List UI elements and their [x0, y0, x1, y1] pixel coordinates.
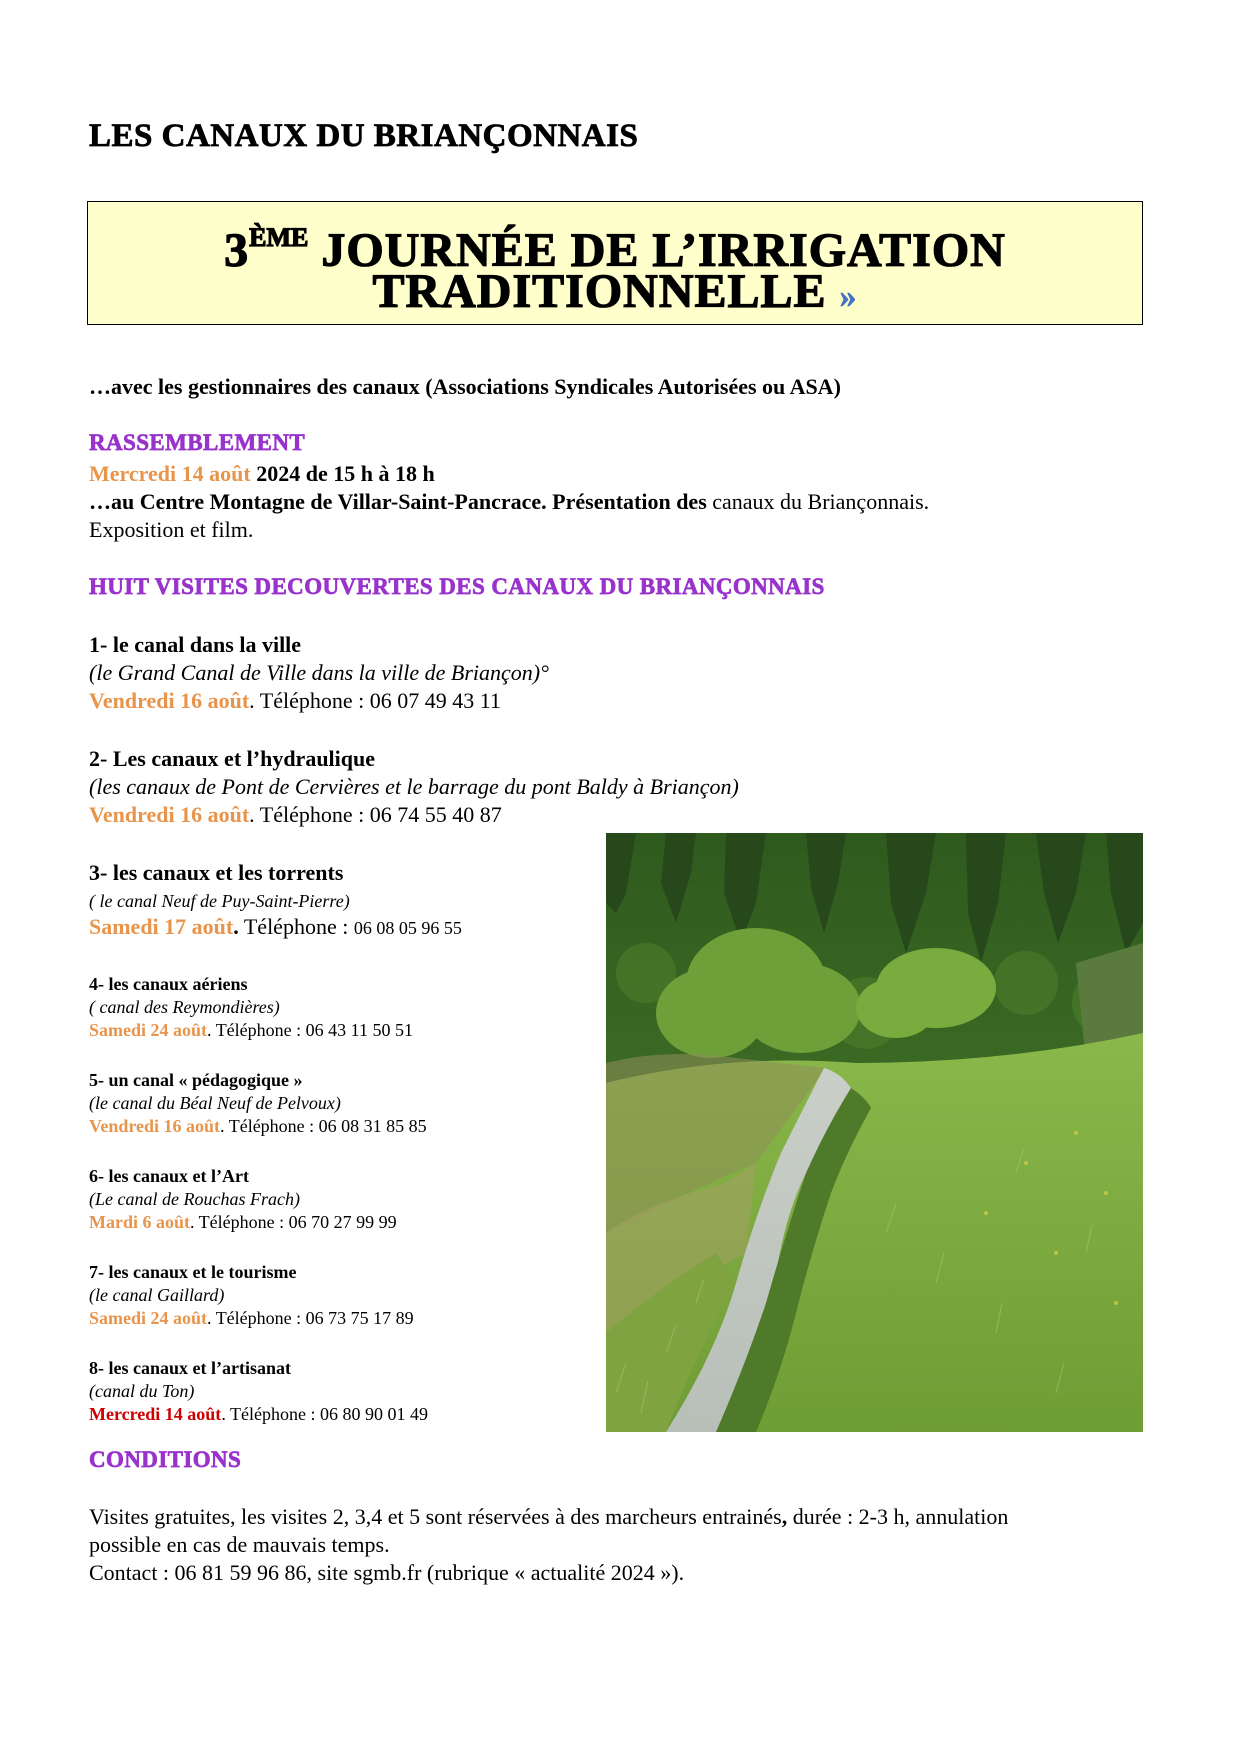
visite-3-date: Samedi 17 août — [89, 914, 234, 939]
visite-2-subtitle: (les canaux de Pont de Cervières et le barrage du pont Baldy à Briançon) — [89, 774, 739, 799]
visite-8-date-line — [89, 1404, 428, 1425]
rassemblement-time: 2024 de 15 h à 18 h — [250, 461, 435, 486]
visite-8-date: Mercredi 14 août — [89, 1404, 222, 1424]
visite-3-subtitle: ( le canal Neuf de Puy-Saint-Pierre) — [89, 891, 350, 911]
visite-4-title: 4- les canaux aériens — [89, 974, 248, 994]
visite-4-date-line — [89, 1020, 413, 1041]
visites-heading: HUIT VISITES DECOUVERTES DES CANAUX DU BRIANÇONNAIS — [89, 574, 825, 599]
visite-2-title: 2- Les canaux et l’hydraulique — [89, 746, 376, 771]
visite-5-subtitle: (le canal du Béal Neuf de Pelvoux) — [89, 1093, 341, 1113]
banner-line-2 — [88, 264, 1142, 325]
visite-7-date: Samedi 24 août — [89, 1308, 208, 1328]
conditions-line-2: possible en cas de mauvais temps. — [89, 1532, 390, 1557]
conditions-contact: Contact : 06 81 59 96 86, site sgmb.fr (rubrique « actualité 2024 »). — [89, 1560, 685, 1585]
banner-quote-mark: » — [839, 278, 858, 315]
visite-8-title: 8- les canaux et l’artisanat — [89, 1358, 291, 1378]
banner-superscript: ÈME — [249, 223, 309, 252]
document-heading: LES CANAUX DU BRIANÇONNAIS — [89, 118, 639, 154]
visite-1-phone: . Téléphone : 06 07 49 43 11 — [249, 688, 501, 713]
visite-1-title: 1- le canal dans la ville — [89, 632, 302, 657]
visite-3-phone: 06 08 05 96 55 — [353, 918, 462, 938]
visite-3-title: 3- les canaux et les torrents — [89, 860, 344, 885]
visite-6-date: Mardi 6 août — [89, 1212, 190, 1232]
conditions-line-1 — [89, 1504, 1008, 1530]
title-banner — [87, 201, 1143, 325]
visite-4-phone: . Téléphone : 06 43 11 50 51 — [207, 1020, 413, 1040]
visite-5-phone: . Téléphone : 06 08 31 85 85 — [220, 1116, 427, 1136]
visite-6-title: 6- les canaux et l’Art — [89, 1166, 249, 1186]
visite-6-subtitle: (Le canal de Rouchas Frach) — [89, 1189, 300, 1209]
visite-7-date-line — [89, 1308, 414, 1329]
banner-text-2: TRADITIONNELLE — [372, 265, 827, 318]
banner-text-1: JOURNÉE DE L’IRRIGATION — [321, 224, 1006, 277]
visite-8-phone: . Téléphone : 06 80 90 01 49 — [221, 1404, 428, 1424]
visite-7-phone: . Téléphone : 06 73 75 17 89 — [207, 1308, 414, 1328]
visite-7-title: 7- les canaux et le tourisme — [89, 1262, 297, 1282]
conditions-text-1: Visites gratuites, les visites 2, 3,4 et 5 sont réservées à des marcheurs entrainés — [89, 1504, 782, 1529]
rassemblement-exposition: Exposition et film. — [89, 517, 254, 542]
visite-6-phone: . Téléphone : 06 70 27 99 99 — [190, 1212, 397, 1232]
visite-7-subtitle: (le canal Gaillard) — [89, 1285, 225, 1305]
visite-5-date-line — [89, 1116, 427, 1137]
visite-2-date: Vendredi 16 août — [89, 802, 250, 827]
conditions-heading: CONDITIONS — [89, 1447, 242, 1472]
rassemblement-heading: RASSEMBLEMENT — [89, 430, 306, 455]
visite-5-title: 5- un canal « pédagogique » — [89, 1070, 303, 1090]
visite-4-subtitle: ( canal des Reymondières) — [89, 997, 280, 1017]
conditions-text-1-end: durée : 2-3 h, annulation — [787, 1504, 1009, 1529]
visite-6-date-line — [89, 1212, 397, 1233]
rassemblement-place-line — [89, 489, 929, 515]
visite-3-phone-label: Téléphone : — [243, 914, 354, 939]
visite-5-date: Vendredi 16 août — [89, 1116, 221, 1136]
visite-3-date-line: Samedi 17 août. Téléphone : 06 08 05 96 55 — [89, 914, 462, 939]
visite-1-date-line — [89, 688, 501, 714]
visite-1-date: Vendredi 16 août — [89, 688, 250, 713]
visite-2-date-line — [89, 802, 502, 828]
canal-photo — [606, 833, 1143, 1432]
rassemblement-date-line — [89, 461, 435, 487]
subtitle: …avec les gestionnaires des canaux (Associations Syndicales Autorisées ou ASA) — [89, 374, 841, 399]
visite-8-subtitle: (canal du Ton) — [89, 1381, 195, 1401]
conditions-comma: , — [781, 1504, 788, 1529]
rassemblement-place: …au Centre Montagne de Villar-Saint-Pancrace. Présentation des — [89, 489, 707, 514]
rassemblement-place-rest: canaux du Briançonnais. — [706, 489, 930, 514]
rassemblement-date: Mercredi 14 août — [89, 461, 251, 486]
visite-1-subtitle: (le Grand Canal de Ville dans la ville de Briançon)° — [89, 660, 549, 685]
banner-number: 3 — [224, 224, 250, 277]
visite-2-phone: . Téléphone : 06 74 55 40 87 — [249, 802, 502, 827]
visite-4-date: Samedi 24 août — [89, 1020, 208, 1040]
